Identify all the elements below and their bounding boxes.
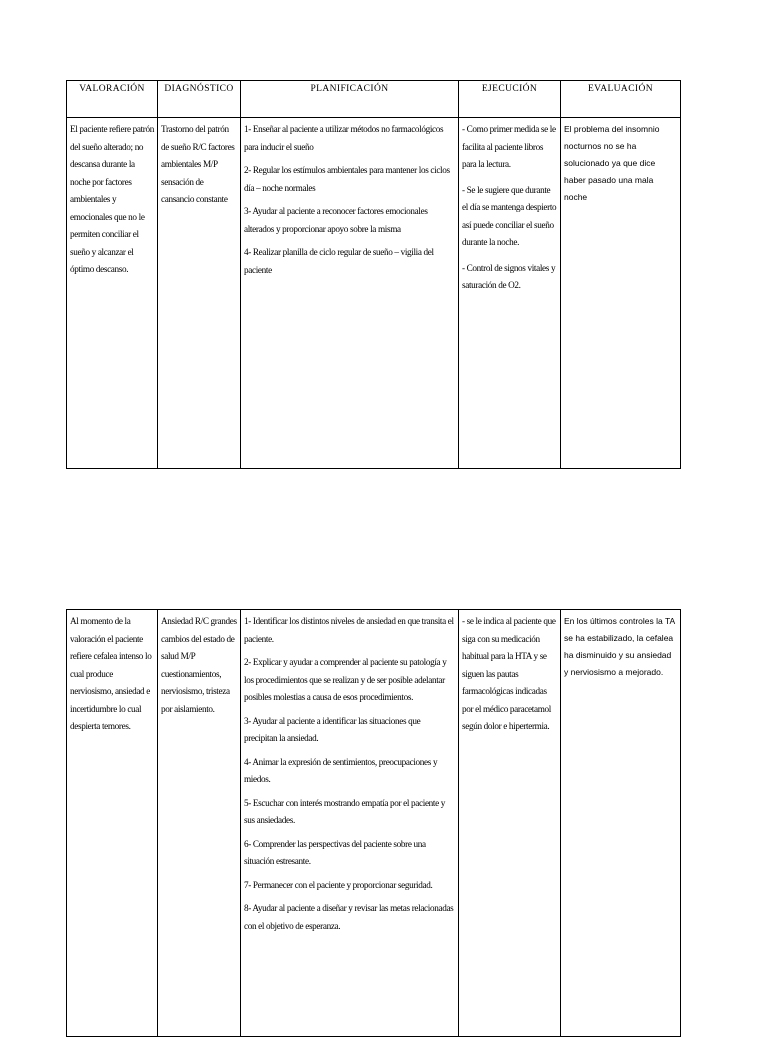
plan-item: 4- Animar la expresión de sentimientos, preocupaciones y miedos.: [244, 756, 438, 784]
plan-item: 6- Comprender las perspectivas del paciente sobre una situación estresante.: [244, 838, 426, 866]
plan-item: 1- Identificar los distintos niveles de ansiedad en que transita el paciente.: [244, 616, 454, 644]
evaluacion-cell: El problema del insomnio nocturnos no se ha solucionado ya que dice haber pasado una mala noche: [561, 118, 681, 469]
planificacion-cell: [241, 118, 459, 469]
header-evaluacion: EVALUACIÓN: [561, 81, 681, 118]
diagnostico-cell: Ansiedad R/C grandes cambios del estado de salud M/P cuestionamientos, nerviosismo, tristeza por aislamiento.: [158, 610, 241, 1037]
plan-item: 3- Ayudar al paciente a identificar las situaciones que precipitan la ansiedad.: [244, 715, 421, 743]
valoracion-cell: El paciente refiere patrón del sueño alterado; no descansa durante la noche por factores ambientales y emocionales que no le permiten conciliar el sueño y alcanzar el óptimo descanso.: [67, 118, 158, 469]
evaluacion-cell: En los últimos controles la TA se ha estabilizado, la cefalea ha disminuido y su ansiedad y nerviosismo a mejorado.: [561, 610, 681, 1037]
plan-item: 7- Permanecer con el paciente y proporcionar seguridad.: [244, 879, 433, 890]
ejecucion-item: - Se le sugiere que durante el día se mantenga despierto así puede conciliar el sueño durante la noche.: [462, 184, 557, 247]
table-row: [67, 118, 681, 469]
valoracion-cell: Al momento de la valoración el paciente refiere cefalea intenso lo cual produce nerviosismo, ansiedad e incertidumbre lo cual despierta temores.: [67, 610, 158, 1037]
plan-item: 5- Escuchar con interés mostrando empatía por el paciente y sus ansiedades.: [244, 797, 446, 825]
diagnostico-cell: Trastorno del patrón de sueño R/C factores ambientales M/P sensación de cansancio constante: [158, 118, 241, 469]
care-plan-table-ansiedad: [66, 609, 681, 1037]
table-header-row: [67, 81, 681, 118]
plan-item: 1- Enseñar al paciente a utilizar métodos no farmacológicos para inducir el sueño: [244, 124, 444, 152]
ejecucion-item: - Control de signos vitales y saturación de O2.: [462, 262, 556, 290]
ejecucion-cell: - se le indica al paciente que siga con su medicación habitual para la HTA y se siguen las pautas farmacológicas indicadas por el médico paracetamol según dolor e hipertermia.: [459, 610, 561, 1037]
ejecucion-item: - Como primer medida se le facilita al paciente libros para la lectura.: [462, 124, 556, 169]
care-plan-table-insomnio: [66, 80, 681, 469]
header-ejecucion: EJECUCIÓN: [459, 81, 561, 118]
plan-item: 4- Realizar planilla de ciclo regular de sueño – vigilia del paciente: [244, 247, 434, 275]
header-valoracion: VALORACIÓN: [67, 81, 158, 118]
table-row: [67, 610, 681, 1037]
plan-item: 3- Ayudar al paciente a reconocer factores emocionales alterados y proporcionar apoyo sobre la misma: [244, 206, 428, 234]
header-diagnostico: DIAGNÓSTICO: [158, 81, 241, 118]
plan-item: 2- Regular los estímulos ambientales para mantener los ciclos día – noche normales: [244, 165, 450, 193]
header-planificacion: PLANIFICACIÓN: [241, 81, 459, 118]
plan-item: 2- Explicar y ayudar a comprender al paciente su patología y los procedimientos que se realizan y de ser posible adelantar posibles molestias a causa de esos procedimientos.: [244, 657, 447, 702]
planificacion-cell: [241, 610, 459, 1037]
plan-item: 8- Ayudar al paciente a diseñar y revisar las metas relacionadas con el objetivo de esperanza.: [244, 903, 454, 931]
ejecucion-cell: [459, 118, 561, 469]
